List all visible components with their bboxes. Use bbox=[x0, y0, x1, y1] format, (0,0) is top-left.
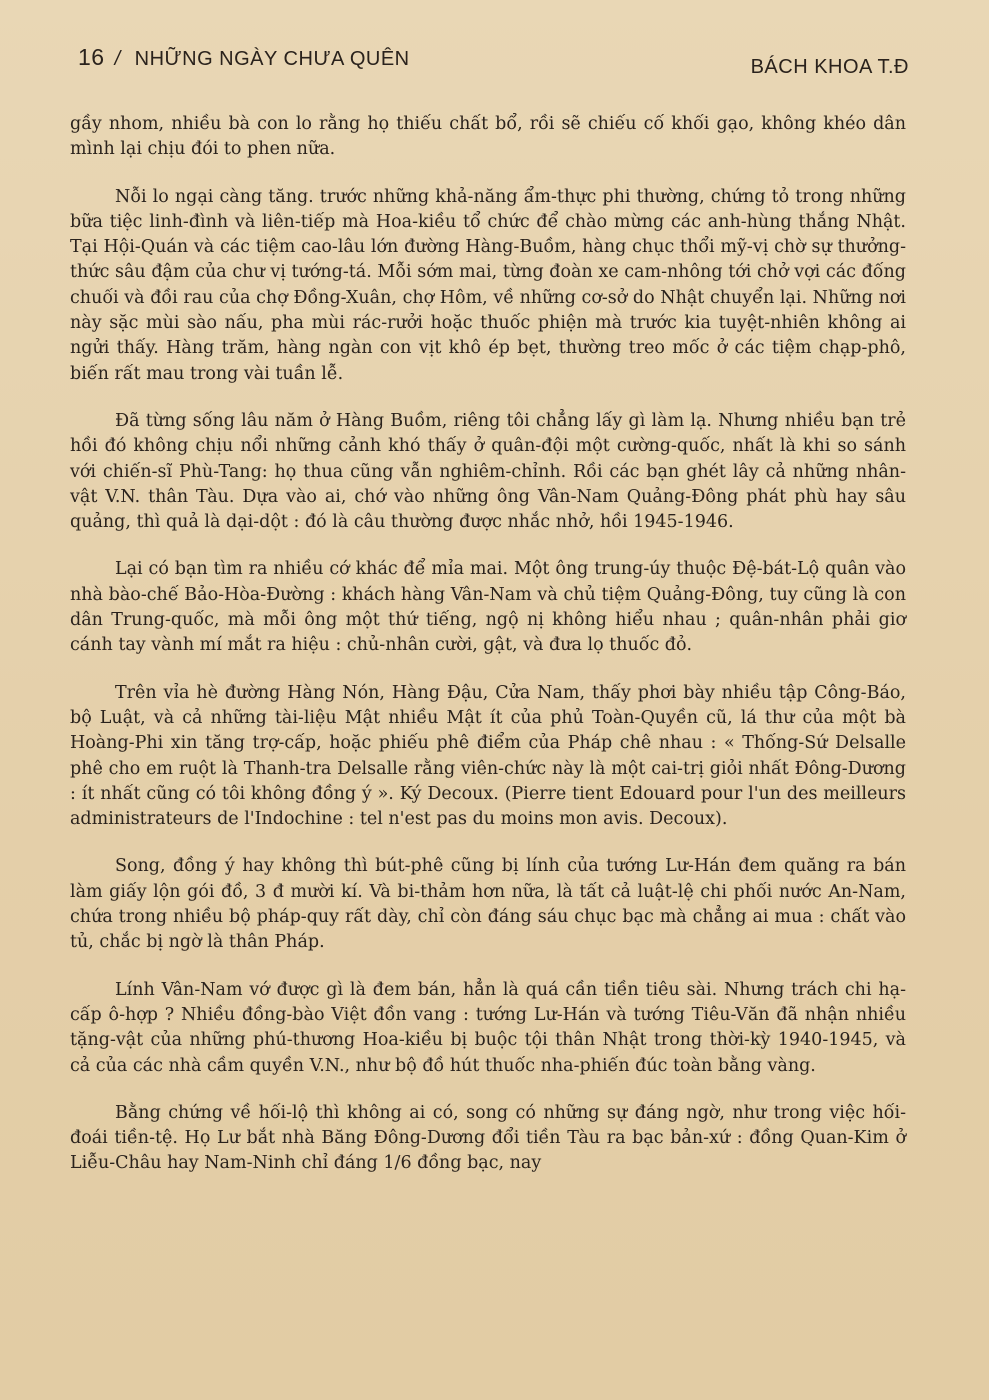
paragraph-3: Đã từng sống lâu năm ở Hàng Buồm, riêng tôi chẳng lấy gì làm lạ. Nhưng nhiều bạn trẻ hồi đó không chịu nổi những cảnh khó thấy ở quân-đội một cường-quốc, nhất là khi so sánh với chiến-sĩ Phù-Tang: họ thua cũng vẫn nghiêm-chỉnh. Rồi các bạn ghét lây cả những nhân-vật V.N. thân Tàu. Dựa vào ai, chớ vào những ông Vân-Nam Quảng-Đông phát phù hay sâu quảng, thì quả là dại-dột : đó là câu thường được nhắc nhở, hồi 1945-1946. bbox=[70, 410, 906, 533]
publication-name: BÁCH KHOA T.Đ bbox=[750, 56, 909, 78]
paragraph-7: Lính Vân-Nam vớ được gì là đem bán, hẳn là quá cần tiền tiêu sài. Nhưng trách chi hạ-cấp ô-hợp ? Nhiều đồng-bào Việt đồn vang : tướng Lư-Hán và tướng Tiêu-Văn đã nhận nhiều tặng-vật của những phú-thương Hoa-kiều bị buộc tội thân Nhật trong thời-kỳ 1940-1945, và cả của các nhà cầm quyền V.N., như bộ đồ hút thuốc nha-phiến đúc toàn bằng vàng. bbox=[70, 979, 906, 1076]
header-separator: / bbox=[114, 48, 121, 70]
paragraph-8: Bằng chứng về hối-lộ thì không ai có, song có những sự đáng ngờ, như trong việc hối-đoái tiền-tệ. Họ Lư bắt nhà Băng Đông-Dương đổi tiền Tàu ra bạc bản-xứ : đồng Quan-Kim ở Liễu-Châu hay Nam-Ninh chỉ đáng 1/6 đồng bạc, nay bbox=[70, 1102, 906, 1174]
paragraph-1: gầy nhom, nhiều bà con lo rằng họ thiếu chất bổ, rồi sẽ chiếu cố khối gạo, không khéo dân mình lại chịu đói to phen nữa. bbox=[70, 114, 906, 160]
body-text bbox=[70, 112, 906, 1199]
running-header bbox=[78, 44, 909, 80]
chapter-title: NHỮNG NGÀY CHƯA QUÊN bbox=[134, 48, 410, 70]
header-left bbox=[78, 44, 410, 71]
paragraph-2: Nỗi lo ngại càng tăng. trước những khả-năng ẩm-thực phi thường, chứng tỏ trong những bữa tiệc linh-đình và liên-tiếp mà Hoa-kiều tổ chức để chào mừng các anh-hùng thắng Nhật. Tại Hội-Quán và các tiệm cao-lâu lớn đường Hàng-Buồm, hàng chục thổi mỹ-vị chờ sự thưởng-thức sâu đậm của chư vị tướng-tá. Mỗi sớm mai, từng đoàn xe cam-nhông tới chở vợi các đống chuối và đồi rau của chợ Đồng-Xuân, chợ Hôm, về những cơ-sở do Nhật chuyển lại. Những nơi này sặc mùi sào nấu, pha mùi rác-rưởi hoặc thuốc phiện mà trước kia tuyệt-nhiên không ai ngửi thấy. Hàng trăm, hàng ngàn con vịt khô ép bẹt, thường treo mốc ở các tiệm chạp-phô, biến rất mau trong vài tuần lễ. bbox=[70, 186, 906, 384]
paragraph-4: Lại có bạn tìm ra nhiều cớ khác để mỉa mai. Một ông trung-úy thuộc Đệ-bát-Lộ quân vào nhà bào-chế Bảo-Hòa-Đường : khách hàng Vân-Nam và chủ tiệm Quảng-Đông, tuy cũng là con dân Trung-quốc, mà mỗi ông một thứ tiếng, ngộ nị không hiểu nhau ; quân-nhân phải giơ cánh tay vành mí mắt ra hiệu : chủ-nhân cười, gật, và đưa lọ thuốc đỏ. bbox=[70, 559, 906, 656]
page-number: 16 bbox=[78, 44, 105, 70]
paragraph-5: Trên vỉa hè đường Hàng Nón, Hàng Đậu, Cửa Nam, thấy phơi bày nhiều tập Công-Báo, bộ Luật, và cả những tài-liệu Mật nhiều Mật ít của phủ Toàn-Quyền cũ, lá thư của một bà Hoàng-Phi xin tăng trợ-cấp, hoặc phiếu phê điểm của Pháp chê nhau : « Thống-Sứ Delsalle phê cho em ruột là Thanh-tra Delsalle rằng viên-chức này là một cai-trị giỏi nhất Đông-Dương : ít nhất cũng có tôi không đồng ý ». Ký Decoux. (Pierre tient Edouard pour l'un des meilleurs administrateurs de l'Indochine : tel n'est pas du moins mon avis. Decoux). bbox=[70, 682, 906, 830]
paragraph-6: Song, đồng ý hay không thì bút-phê cũng bị lính của tướng Lư-Hán đem quăng ra bán làm giấy lộn gói đồ, 3 đ mười kí. Và bi-thảm hơn nữa, là tất cả luật-lệ chi phối nước An-Nam, chứa trong nhiều bộ pháp-quy rất dày, chỉ còn đáng sáu chục bạc mà chẳng ai mua : chất vào tủ, chắc bị ngờ là thân Pháp. bbox=[70, 856, 906, 953]
